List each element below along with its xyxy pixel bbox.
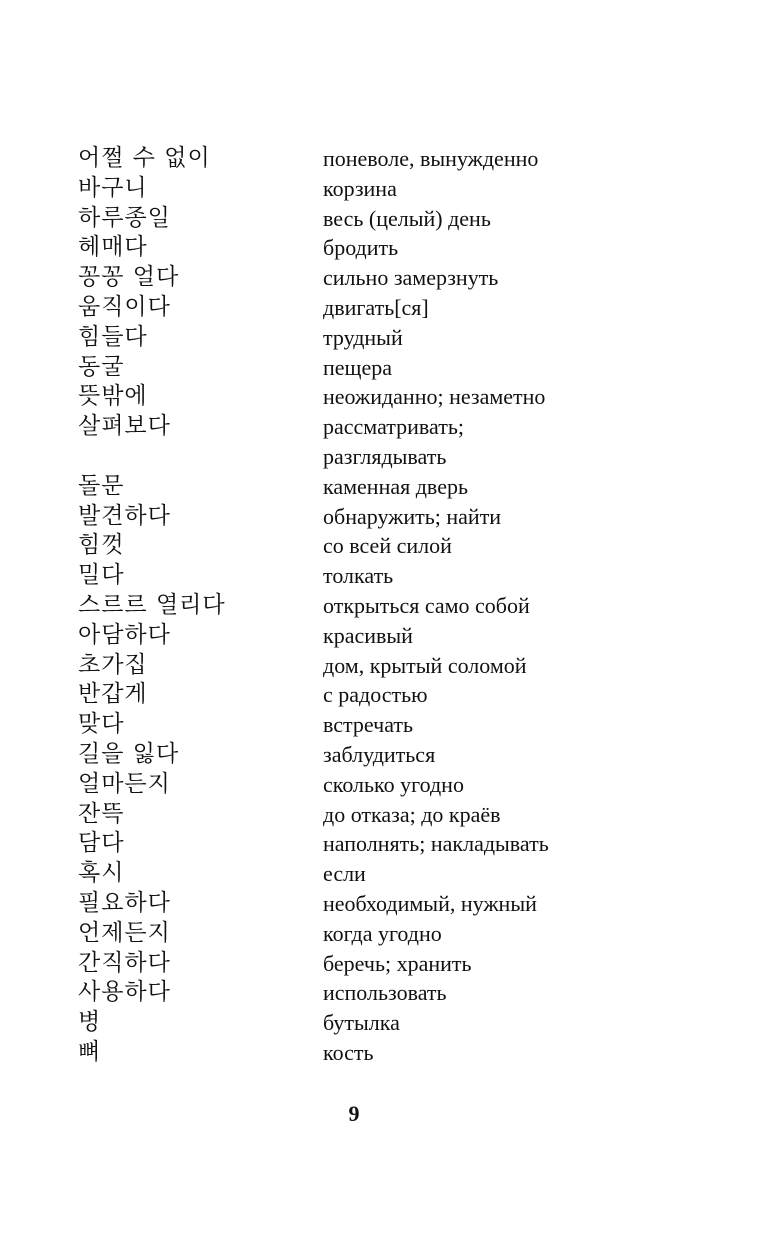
korean-word: 움직이다	[78, 293, 171, 320]
vocab-entry	[78, 561, 718, 591]
russian-translation: пещера	[323, 354, 393, 380]
russian-translation: со всей силой	[323, 533, 452, 559]
russian-translation: красивый	[323, 622, 413, 648]
russian-translation: если	[323, 861, 366, 887]
vocab-entry	[78, 442, 718, 472]
korean-word: 동굴	[78, 353, 125, 380]
vocab-entry	[78, 591, 718, 621]
vocab-entry	[78, 1008, 718, 1038]
vocab-entry	[78, 293, 718, 323]
korean-word: 힘껏	[78, 532, 125, 559]
russian-translation: открыться само собой	[323, 592, 530, 618]
korean-word: 반갑게	[78, 681, 148, 708]
russian-translation: обнаружить; найти	[323, 503, 502, 529]
russian-translation: неожиданно; незаметно	[323, 384, 546, 410]
vocab-entry	[78, 174, 718, 204]
vocab-entry	[78, 382, 718, 412]
russian-translation: поневоле, вынужденно	[323, 146, 539, 171]
korean-word: 발견하다	[78, 502, 171, 529]
korean-word: 사용하다	[78, 979, 171, 1006]
korean-word: 병	[78, 1009, 102, 1036]
vocab-entry	[78, 412, 718, 442]
korean-word: 길을 잃다	[78, 740, 180, 767]
vocab-entry	[78, 978, 718, 1008]
korean-word: 헤매다	[78, 234, 148, 261]
korean-word: 바구니	[78, 174, 148, 201]
vocab-entry	[78, 263, 718, 293]
korean-word: 하루종일	[78, 204, 171, 231]
vocab-entry	[78, 502, 718, 532]
vocab-entry	[78, 740, 718, 770]
russian-translation: наполнять; накладывать	[323, 831, 549, 857]
russian-translation: кость	[323, 1039, 374, 1065]
korean-word: 언제든지	[78, 919, 171, 946]
russian-translation: рассматривать;	[323, 414, 464, 440]
vocab-entry	[78, 621, 718, 651]
vocab-entry	[78, 233, 718, 263]
russian-translation: двигать[ся]	[323, 294, 429, 320]
russian-translation: каменная дверь	[323, 473, 468, 499]
korean-word: 꽁꽁 얼다	[78, 264, 180, 291]
korean-word: 초가집	[78, 651, 148, 678]
russian-translation: сколько угодно	[323, 771, 464, 797]
russian-translation: необходимый, нужный	[323, 890, 537, 916]
page-number: 9	[348, 1101, 360, 1126]
vocab-entry	[78, 770, 718, 800]
russian-translation: толкать	[323, 563, 394, 589]
russian-translation: сильно замерзнуть	[323, 265, 499, 291]
vocab-entry	[78, 680, 718, 710]
vocab-entry	[78, 889, 718, 919]
russian-translation: встречать	[323, 712, 414, 738]
vocab-entry	[78, 800, 718, 830]
korean-word: 얼마든지	[78, 770, 171, 797]
vocab-entry	[78, 919, 718, 949]
russian-translation: беречь; хранить	[323, 950, 472, 976]
vocab-entry	[78, 1038, 718, 1068]
korean-word: 뜻밖에	[78, 383, 148, 410]
korean-word: 맞다	[78, 711, 125, 738]
vocab-entry	[78, 353, 718, 383]
vocab-entry	[78, 829, 718, 859]
russian-translation: с радостью	[323, 682, 428, 708]
russian-translation: трудный	[323, 324, 403, 350]
korean-word: 간직하다	[78, 949, 171, 976]
korean-word: 스르르 열리다	[78, 591, 226, 618]
vocab-entry	[78, 859, 718, 889]
russian-translation: корзина	[323, 175, 397, 201]
korean-word: 아담하다	[78, 621, 171, 648]
vocab-entry	[78, 710, 718, 740]
russian-translation: весь (целый) день	[323, 205, 491, 231]
vocab-entry	[78, 472, 718, 502]
korean-word: 살펴보다	[78, 413, 171, 440]
russian-translation: дом, крытый соломой	[323, 652, 527, 678]
russian-translation: разглядывать	[323, 443, 447, 469]
vocab-entry	[78, 651, 718, 681]
vocab-entry	[78, 949, 718, 979]
russian-translation: когда угодно	[323, 920, 442, 946]
russian-translation: до отказа; до краёв	[323, 801, 501, 827]
vocab-entry	[78, 323, 718, 353]
russian-translation: бутылка	[323, 1010, 400, 1036]
russian-translation: бродить	[323, 235, 399, 261]
korean-word: 밀다	[78, 562, 125, 589]
korean-word: 어쩔 수 없이	[78, 145, 211, 171]
russian-translation: заблудиться	[323, 741, 436, 767]
vocab-entry	[78, 531, 718, 561]
korean-word: 돌문	[78, 472, 125, 499]
korean-word: 필요하다	[78, 889, 171, 916]
vocab-entry	[78, 204, 718, 234]
vocab-entry	[78, 144, 718, 174]
korean-word: 힘들다	[78, 323, 148, 350]
korean-word: 담다	[78, 830, 125, 857]
korean-word: 혹시	[78, 860, 125, 887]
korean-word: 잔뜩	[78, 800, 125, 827]
korean-word: 뼈	[78, 1038, 102, 1065]
vocabulary-list	[78, 144, 718, 1068]
russian-translation: использовать	[323, 980, 447, 1006]
